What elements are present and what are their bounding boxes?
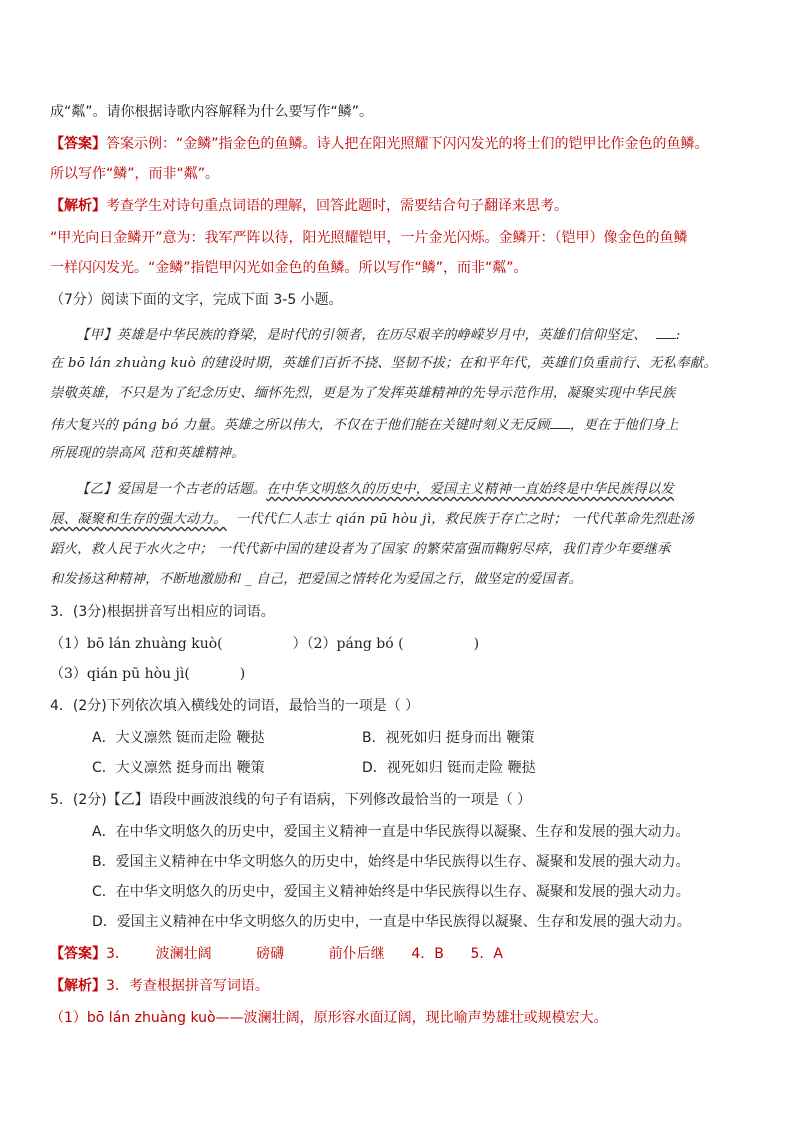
- q3-item-3-close: ): [239, 666, 246, 682]
- analysis-paragraph-2: 一样闪闪发光。“金鳞”指铠甲闪光如金色的鱼鳞。所以写作“鳞”，而非“粼”。: [50, 260, 528, 276]
- analysis2-text: 3．考查根据拼音写词语。: [106, 978, 269, 994]
- q5-option-b[interactable]: B．爱国主义精神在中华文明悠久的历史中，始终是中华民族得以生存、凝聚和发展的强大动力。: [92, 854, 690, 870]
- answer2-line: [50, 944, 754, 964]
- passage-a-text-4b: ，更在于他们身上: [569, 418, 679, 433]
- q5-option-a[interactable]: A．在中华文明悠久的历史中，爱国主义精神一直是中华民族得以凝聚、生存和发展的强大动力。: [92, 824, 690, 840]
- passage-b-text-1a: 【乙】爱国是一个古老的话题。: [76, 482, 267, 497]
- answer2-text: 3． 波澜壮阔 磅礴 前仆后继 4．B 5．A: [106, 946, 504, 962]
- q4-option-d[interactable]: D．视死如归 铤而走险 鞭挞: [362, 760, 536, 776]
- q3-item-2: ）（2）páng bó (: [292, 636, 404, 652]
- passage-b-line-1: [76, 480, 754, 500]
- question-continuation: 成“粼”。请你根据诗歌内容解释为什么要写作“鳞”。: [50, 104, 374, 120]
- passage-a-line-4: [50, 414, 754, 436]
- answer-text: 答案示例：“金鳞”指金色的鱼鳞。诗人把在阳光照耀下闪闪发光的将士们的铠甲比作金色的鱼鳞。: [106, 136, 709, 152]
- answer-continuation: 所以写作“鳞”，而非“粼”。: [50, 166, 220, 182]
- analysis-line: [50, 196, 754, 216]
- q3-item-3: （3）qián pū hòu jì(: [50, 666, 190, 682]
- q4-options-row-2: [92, 758, 754, 778]
- passage-b-line-2: [50, 510, 754, 530]
- q3-items-row-1: [50, 634, 754, 654]
- passage-a-line-5: 所展现的崇高风 范和英雄精神。: [50, 446, 245, 461]
- analysis2-line: [50, 976, 754, 996]
- passage-a-line-2: 在 bō lán zhuàng kuò 的建设时期，英雄们百折不挠、坚韧不拔；在和平年代，英雄们负重前行、无私奉献。: [50, 356, 717, 371]
- analysis2-tag: 【解析】: [50, 978, 106, 994]
- q4-options-row-1: [92, 728, 754, 748]
- q3-items-row-2: [50, 664, 754, 684]
- q3-item-2-close: ): [473, 636, 480, 652]
- q5-stem: 5．(2分)【乙】语段中画波浪线的句子有语病，下列修改最恰当的一项是（ ）: [50, 792, 532, 808]
- q4-stem: 4．(2分)下列依次填入横线处的词语，最恰当的一项是（ ）: [50, 698, 420, 714]
- passage-a-text-4a: 伟大复兴的 páng bó 力量。英雄之所以伟大，不仅在于他们能在关键时刻义无反顾: [50, 418, 550, 433]
- blank-2: [550, 414, 570, 429]
- q5-option-d[interactable]: D．爱国主义精神在中华文明悠久的历史中，一直是中华民族得以凝聚、生存和发展的强大动力。: [92, 914, 691, 930]
- q5-option-c[interactable]: C．在中华文明悠久的历史中，爱国主义精神始终是中华民族得以生存、凝聚和发展的强大动力。: [92, 884, 690, 900]
- passage-a-line-3: 崇敬英雄，不只是为了纪念历史、缅怀先烈，更是为了发挥英雄精神的先导示范作用，凝聚实现中华民族: [50, 386, 676, 401]
- passage-a-line-1: [76, 324, 754, 346]
- answer2-tag: 【答案】: [50, 946, 106, 962]
- q3-stem: 3．(3分)根据拼音写出相应的词语。: [50, 604, 275, 620]
- q4-option-c[interactable]: C．大义凛然 挺身而出 鞭策: [92, 760, 265, 776]
- passage-b-text-2b: 一代代仁人志士 qián pū hòu jì，救民族于存亡之时； 一代代革命先烈赴汤: [235, 512, 694, 527]
- answer-line: [50, 134, 754, 154]
- q3-item-1: （1）bō lán zhuàng kuò(: [50, 636, 223, 652]
- q4-option-a[interactable]: A．大义凛然 铤而走险 鞭挞: [92, 730, 265, 746]
- passage-b-line-3: 蹈火，救人民于水火之中； 一代代新中国的建设者为了国家 的繁荣富强而鞠躬尽瘁，我们青少年要继承: [50, 542, 671, 557]
- analysis-paragraph-1: “甲光向日金鳞开”意为：我军严阵以待，阳光照耀铠甲，一片金光闪烁。金鳞开：（铠甲）像金色的鱼鳞: [50, 230, 688, 246]
- wavy-sentence-part-2: 展、凝聚和生存的强大动力。: [50, 512, 227, 527]
- analysis2-item-1: （1）bō lán zhuàng kuò——波澜壮阔，原形容水面辽阔，现比喻声势雄壮或规模宏大。: [50, 1010, 608, 1026]
- wavy-sentence-part-1: 在中华文明悠久的历史中，爱国主义精神一直始终是中华民族得以发: [266, 482, 674, 497]
- q4-option-b[interactable]: B．视死如归 挺身而出 鞭策: [362, 730, 535, 746]
- analysis-text: 考查学生对诗句重点词语的理解，回答此题时，需要结合句子翻译来思考。: [106, 198, 568, 214]
- reading-intro: （7分）阅读下面的文字，完成下面 3-5 小题。: [50, 292, 343, 308]
- passage-b-line-4: 和发扬这种精神，不断地激励和 _ 自己，把爱国之情转化为爱国之行，做坚定的爱国者。: [50, 572, 583, 587]
- analysis-tag: 【解析】: [50, 198, 106, 214]
- passage-a-text: 【甲】英雄是中华民族的脊梁，是时代的引领者，在历尽艰辛的峥嵘岁月中，英雄们信仰坚定、: [76, 328, 647, 343]
- blank-1: [656, 324, 676, 339]
- passage-a-colon: :: [675, 328, 681, 343]
- answer-tag: 【答案】: [50, 136, 106, 152]
